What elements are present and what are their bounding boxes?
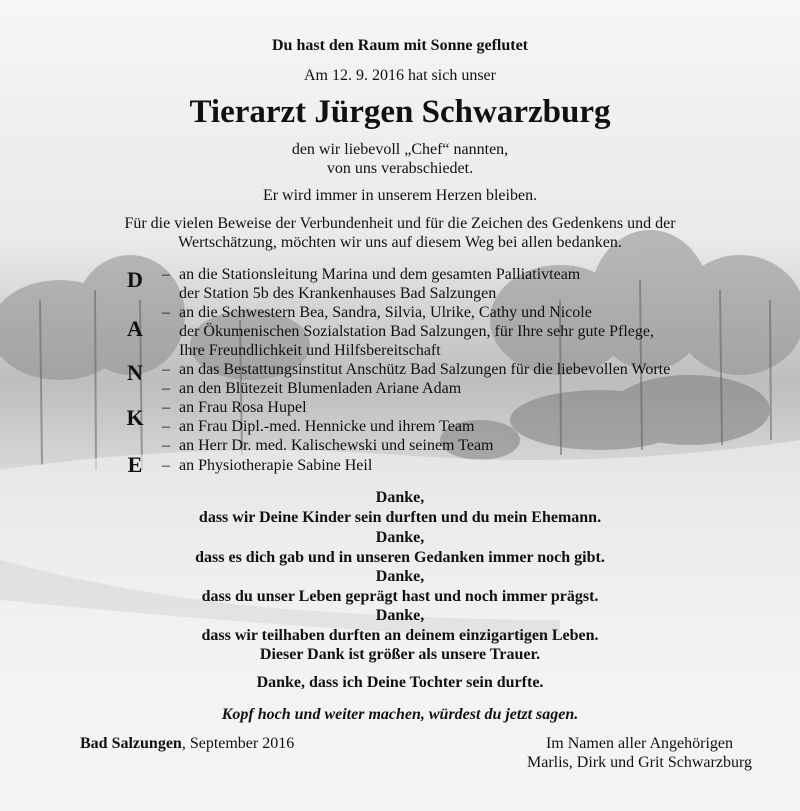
dash: – (162, 361, 170, 378)
signature-line: Marlis, Dirk und Grit Schwarzburg (527, 754, 752, 771)
dash: – (162, 437, 170, 454)
acrostic-letter: K (126, 405, 144, 430)
place-date (80, 734, 294, 753)
dash: – (162, 457, 170, 474)
poem-line: Danke, (375, 607, 425, 624)
intro-line: von uns verabschiedet. (326, 160, 474, 177)
deceased-name: Tierarzt Jürgen Schwarzburg (189, 94, 611, 130)
poem-line: dass wir Deine Kinder sein durften und du mein Ehemann. (198, 509, 602, 526)
dash: – (162, 418, 170, 435)
list-item-text: an die Stationsleitung Marina und dem gesamten Palliativteam (179, 266, 581, 283)
date: , September 2016 (181, 735, 295, 752)
signature (527, 734, 752, 772)
closing-quote: Kopf hoch und weiter machen, würdest du jetzt sagen. (221, 706, 579, 723)
poem-line: Danke, (375, 568, 425, 585)
poem-line: Danke, (375, 489, 425, 506)
list-item (0, 341, 800, 360)
list-item (0, 303, 800, 322)
list-item-text: der Ökumenischen Sozialstation Bad Salzungen, für Ihre sehr gute Pflege, (179, 323, 654, 340)
poem-line: Danke, (375, 529, 425, 546)
signature-line: Im Namen aller Angehörigen (545, 735, 734, 752)
announcement-line: Am 12. 9. 2016 hat sich unser (304, 67, 496, 84)
memory-line: Er wird immer in unserem Herzen bleiben. (262, 187, 538, 204)
list-item-text: der Station 5b des Krankenhauses Bad Salzungen (179, 285, 497, 302)
list-item-text: an Frau Dipl.-med. Hennicke und ihrem Team (179, 418, 475, 435)
poem-line: Dieser Dank ist größer als unsere Trauer. (259, 646, 541, 663)
intro-line: den wir liebevoll „Chef“ nannten, (291, 141, 509, 158)
thanks-intro-line: Wertschätzung, möchten wir uns auf diesem Weg bei allen bedanken. (178, 234, 622, 251)
list-item-text: an Frau Rosa Hupel (179, 399, 307, 416)
list-item (0, 265, 800, 284)
list-item (0, 284, 800, 303)
list-item-text: an Herr Dr. med. Kalischewski und seinem Team (179, 437, 494, 454)
acrostic-letter: A (127, 316, 143, 341)
dash: – (162, 399, 170, 416)
list-item (0, 360, 800, 379)
list-item-text: an den Blütezeit Blumenladen Ariane Adam (179, 380, 462, 397)
poem-line: dass du unser Leben geprägt hast und noch immer prägst. (201, 588, 599, 605)
list-item-text: Ihre Freundlichkeit und Hilfsbereitschaft (179, 342, 441, 359)
daughter-line: Danke, dass ich Deine Tochter sein durfte. (256, 674, 544, 691)
poem-line: dass wir teilhaben durften an deinem einzigartigen Leben. (201, 627, 599, 644)
place: Bad Salzungen (80, 735, 182, 752)
list-item-text: an das Bestattungsinstitut Anschütz Bad Salzungen für die liebevollen Worte (179, 361, 671, 378)
list-item (0, 456, 800, 475)
list-item (0, 417, 800, 436)
list-item (0, 322, 800, 341)
dash: – (162, 380, 170, 397)
list-item (0, 436, 800, 455)
list-item (0, 379, 800, 398)
poem-line: dass es dich gab und in unseren Gedanken immer noch gibt. (195, 549, 605, 566)
list-item-text: an die Schwestern Bea, Sandra, Silvia, Ulrike, Cathy und Nicole (179, 304, 592, 321)
dash: – (162, 266, 170, 283)
acrostic-letter: D (127, 267, 143, 292)
dash: – (162, 304, 170, 321)
heading: Du hast den Raum mit Sonne geflutet (271, 37, 528, 54)
acrostic-letter: E (127, 452, 143, 477)
list-item (0, 398, 800, 417)
acrostic-letter: N (127, 360, 143, 385)
thanks-intro-line: Für die vielen Beweise der Verbundenheit und für die Zeichen des Gedenkens und der (124, 215, 676, 232)
list-item-text: an Physiotherapie Sabine Heil (179, 457, 373, 474)
